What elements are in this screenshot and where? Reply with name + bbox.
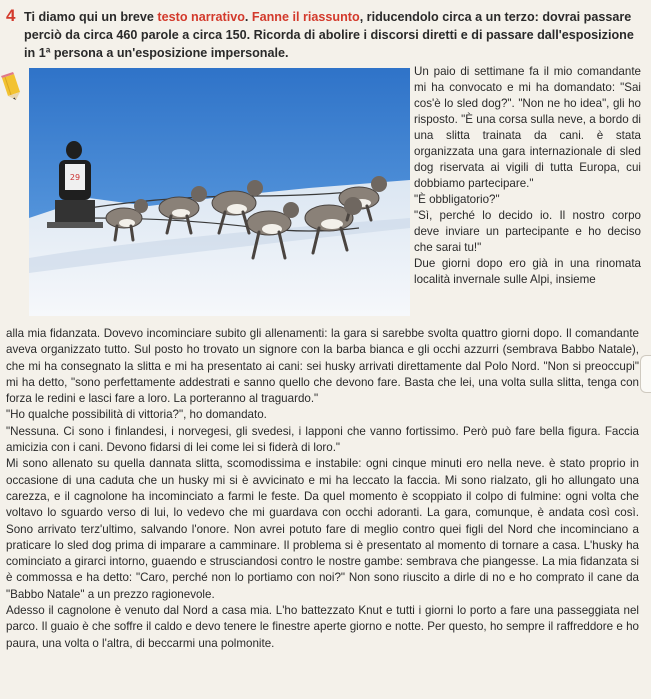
- sled-dog-photo: [29, 68, 410, 316]
- instruction-text-2: .: [244, 10, 252, 24]
- story-paragraph: "Sì, perché lo decido io. Il nostro corpo deve inviare un partecipante e ho deciso che sarai tu!": [414, 209, 641, 254]
- page-scroll-handle[interactable]: [640, 355, 651, 393]
- story-column-text: [414, 64, 641, 288]
- story-paragraph: Un paio di settimane fa il mio comandante mi ha convocato e mi ha domandato: "Sai cos'è lo sled dog?". "Non ne ho idea", gli ho risposto. "È una corsa sulla neve, a bordo di una slitta trainata da cani. è stata organizzata una gara internazionale di sled dog riservata ai vigili di tutta Europa, cui dobbiamo partecipare.": [414, 65, 641, 190]
- story-paragraph: alla mia fidanzata. Dovevo incominciare subito gli allenamenti: la gara si sarebbe svolta quattro giorni dopo. Il comandante aveva organizzato tutto. Sul posto ho trovato un signore con la barba bianca e gli occhi azzurri (sembrava Babbo Natale), che mi ha consegnato la slitta e mi ha presentato ai cani: sei husky arrivati direttamente dal Polo Nord. "Non si preoccupi" mi ha detto, "sono perfettamente addestrati e sanno quello che devono fare. Basta che lei, una volta sulla slitta, tenga con forza le redini e lasci fare a loro. La porteranno al traguardo.": [6, 327, 639, 406]
- instruction-text-1: Ti diamo qui un breve: [24, 10, 158, 24]
- story-paragraph: "È obbligatorio?": [414, 193, 500, 206]
- instruction-text-3: , riducendolo circa a un terzo: dovrai passare perciò da circa 460 parole a circa 150. Ricorda di abolire i discorsi diretti e di passare dall'esposizione in 1ª persona a un'esposizione impersonale.: [24, 10, 634, 60]
- exercise-instruction: [24, 8, 644, 62]
- story-paragraph: "Nessuna. Ci sono i finlandesi, i norvegesi, gli svedesi, i lapponi che vanno fortissimo. Però può fare bella figura. Faccia amicizia con i cani. Devono fidarsi di lei come lei si fiderà di loro.": [6, 424, 639, 455]
- story-paragraph: Due giorni dopo ero già in una rinomata località invernale sulle Alpi, insieme: [414, 257, 641, 286]
- exercise-number: 4: [6, 6, 16, 25]
- story-paragraph: Mi sono allenato su quella dannata slitta, scomodissima e instabile: ogni cinque minuti ero nella neve. è stato proprio in occasione di una caduta che un husky mi si è avvicinato e mi ha leccato la faccia. Mi sono rialzato, gli ho allungato una carezza, e il cagnolone ha incominciato a farmi le feste. Da quel momento è scoppiato il colpo di fulmine: ogni volta che voltavo lo sguardo verso di lui, lo vedevo che mi guardava con occhi adoranti. La gara, comunque, è andata così così. Sono arrivato terz'ultimo, salvando l'onore. Non avrei potuto fare di meglio contro quei figli del Nord che incominciano a praticare lo sled dog prima di imparare a camminare. Il problema si è presentato al momento di tornare a casa. L'husky ha cominciato a girarci intorno, guaendo e strusciandosi contro le nostre gambe: sembrava che piangesse. La mia fidanzata si è commossa e ha detto: "Caro, perché non lo portiamo con noi?" Non sono riuscito a dirle di no e ho comprato il cane da "Babbo Natale" a un prezzo ragionevole.: [6, 457, 639, 601]
- pencil-icon: [0, 72, 22, 102]
- story-paragraph: "Ho qualche possibilità di vittoria?", ho domandato.: [6, 408, 267, 422]
- story-body-text: [6, 326, 639, 652]
- instruction-highlight-narrative: testo narrativo: [157, 10, 245, 24]
- instruction-highlight-summary: Fanne il riassunto: [251, 10, 360, 24]
- svg-text:29: 29: [69, 173, 81, 182]
- story-paragraph: Adesso il cagnolone è venuto dal Nord a casa mia. L'ho battezzato Knut e tutti i giorni lo porto a fare una passeggiata nel parco. Il guaio è che soffre il caldo e devo tenere le finestre aperte giorno e notte. Per questo, ho sempre il raffreddore e ho paura, una volta o l'altra, di beccarmi una polmonite.: [6, 604, 639, 650]
